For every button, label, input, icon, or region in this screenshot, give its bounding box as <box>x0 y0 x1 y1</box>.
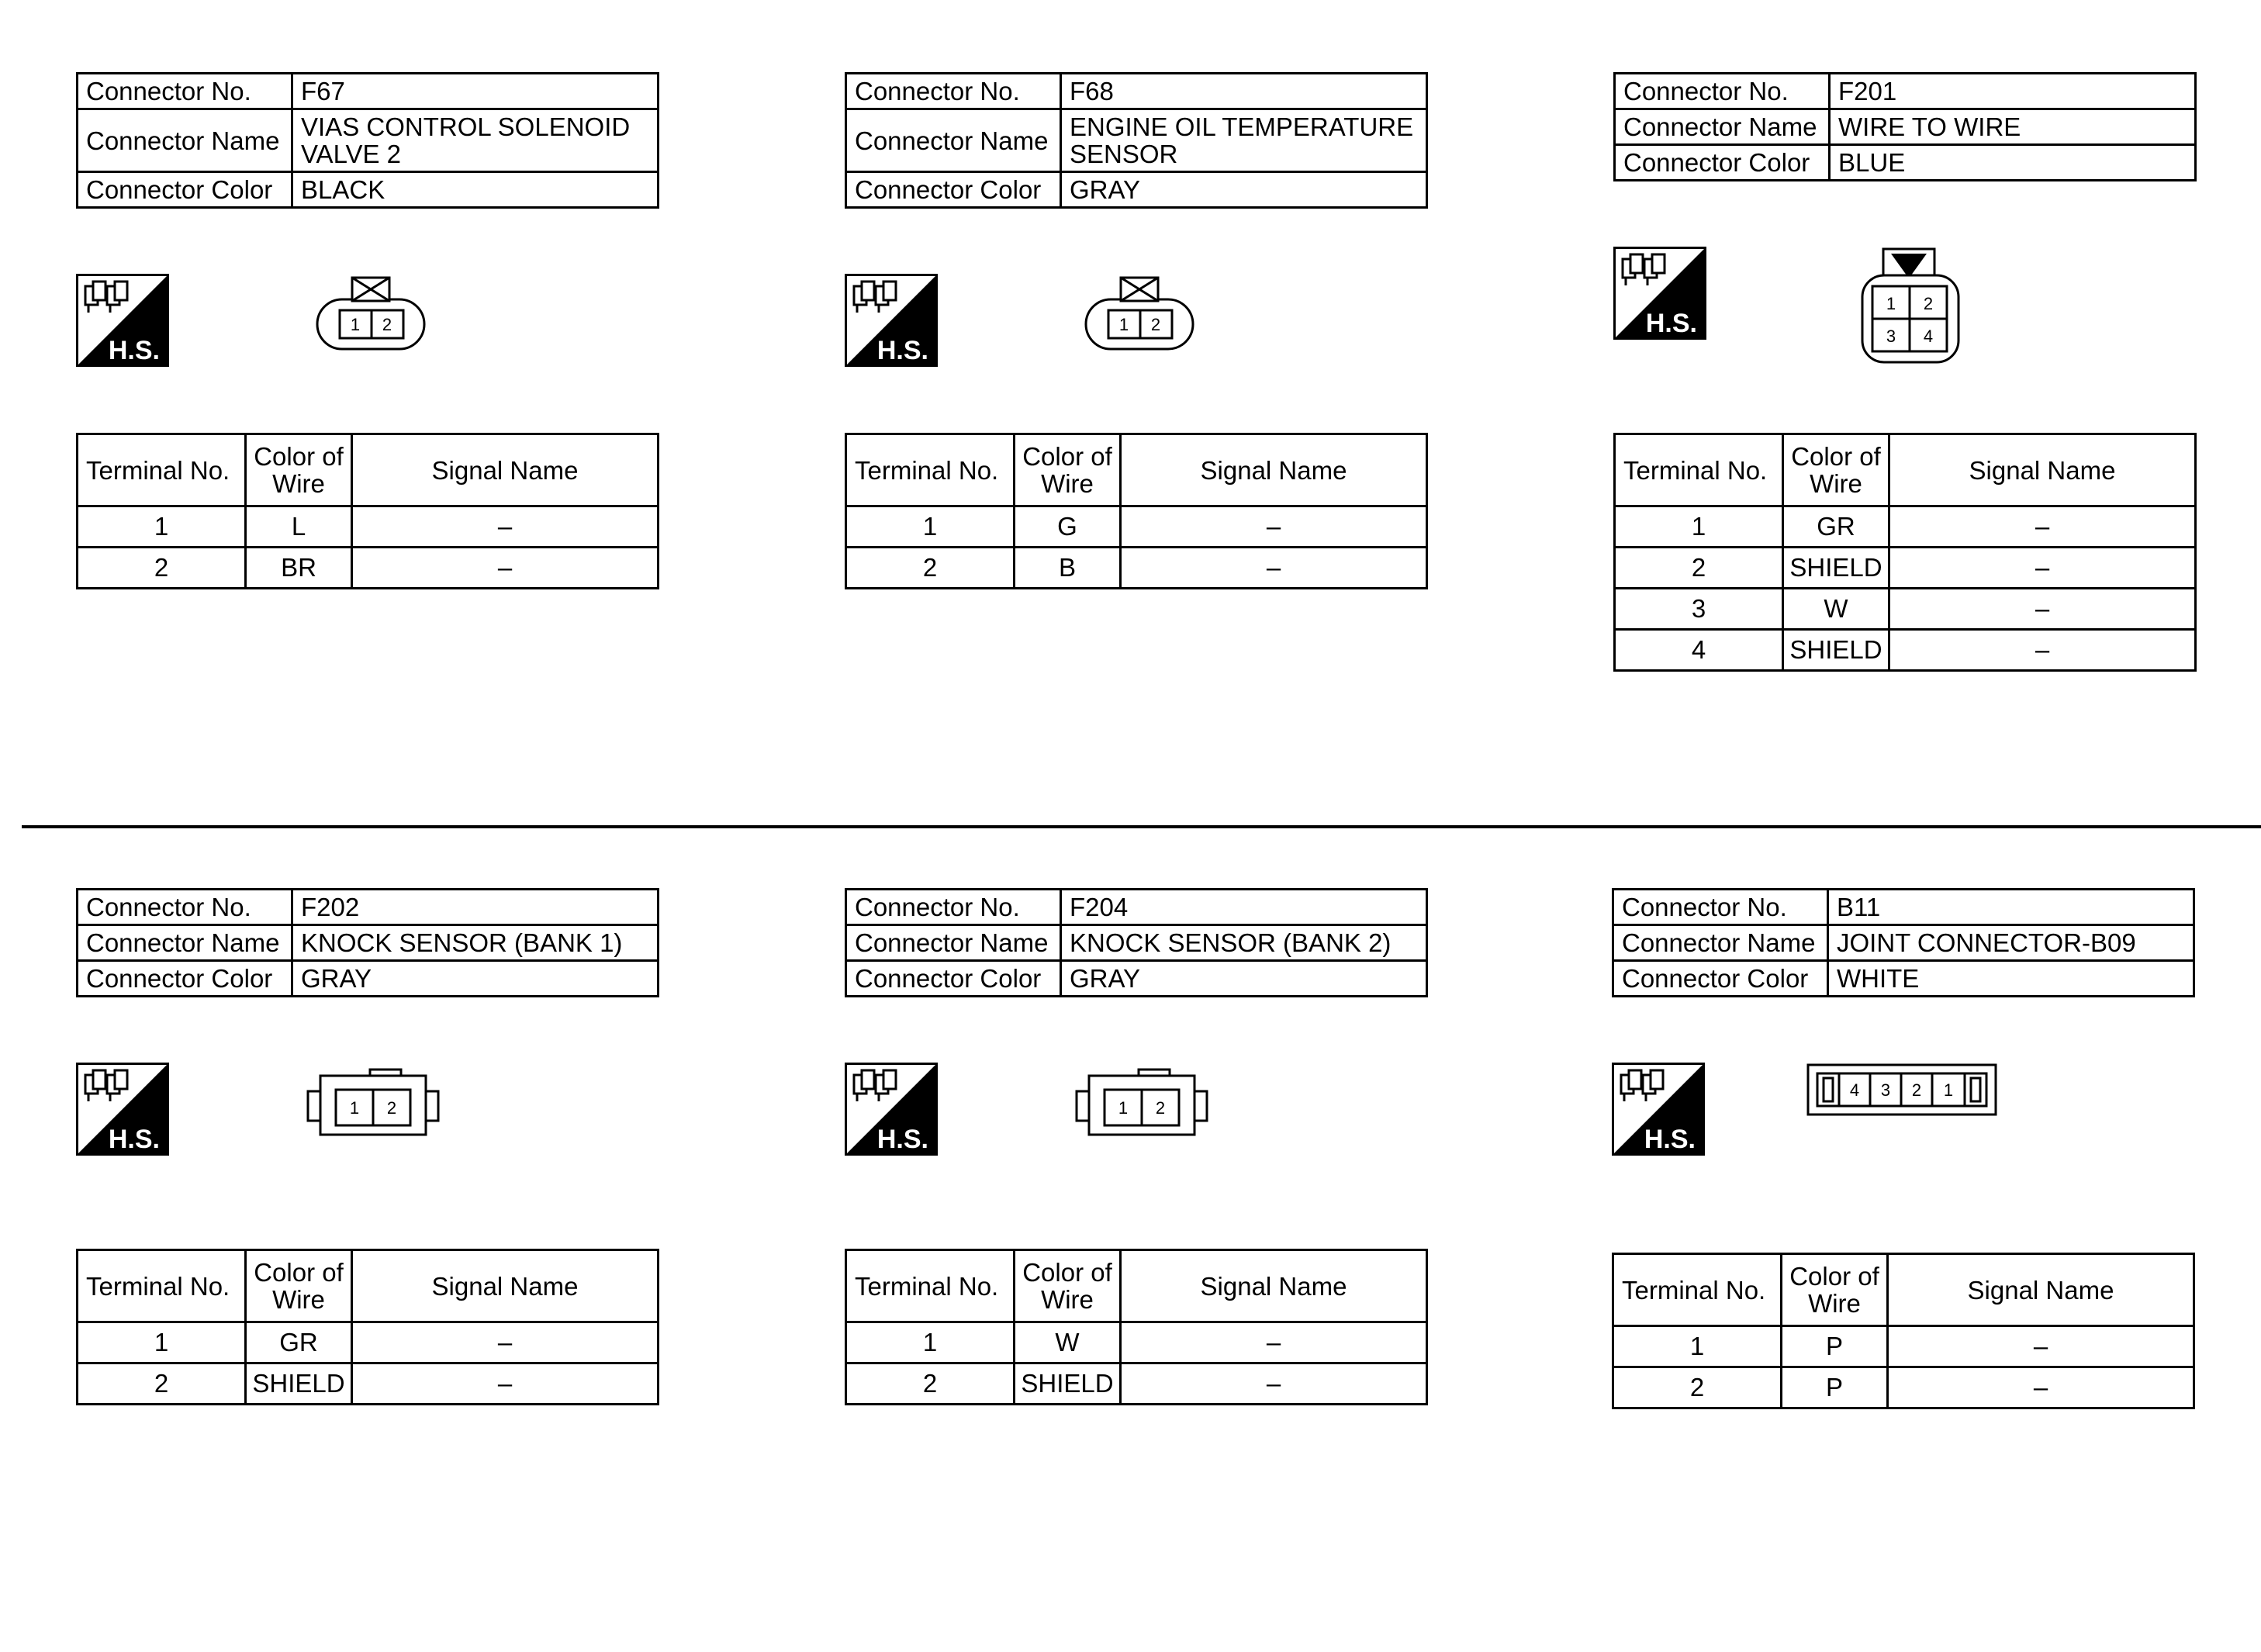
signal-name-cell: – <box>352 1363 659 1405</box>
connector-face-diagram <box>305 1066 441 1140</box>
connector-info-table <box>845 72 1428 209</box>
color-of-wire-header: Color of Wire <box>246 1250 352 1322</box>
terminal-table <box>845 433 1428 589</box>
connector-pin-label: 2 <box>1923 294 1934 313</box>
wire-color-cell: G <box>1015 506 1121 548</box>
terminal-no-cell: 2 <box>846 548 1015 589</box>
color-of-wire-header: Color of Wire <box>1782 1254 1888 1326</box>
terminal-no-cell: 2 <box>1613 1367 1782 1408</box>
harness-side-badge-icon <box>1612 1063 1705 1156</box>
connector-pin-label: 2 <box>1911 1080 1922 1100</box>
signal-name-cell: – <box>1888 1326 2194 1367</box>
terminal-no-cell: 1 <box>846 1322 1015 1363</box>
wire-color-cell: W <box>1015 1322 1121 1363</box>
color-of-wire-header: Color of Wire <box>246 434 352 506</box>
terminal-no-cell: 2 <box>846 1363 1015 1405</box>
terminal-no-cell: 2 <box>78 1363 246 1405</box>
terminal-no-cell: 1 <box>1615 506 1783 548</box>
wire-color-cell: BR <box>246 548 352 589</box>
color-of-wire-header: Color of Wire <box>1015 434 1121 506</box>
connector-pin-label: 3 <box>1880 1080 1891 1100</box>
table-row <box>78 1322 659 1363</box>
terminal-no-header: Terminal No. <box>1615 434 1783 506</box>
terminal-table <box>845 1249 1428 1405</box>
wire-color-cell: SHIELD <box>246 1363 352 1405</box>
terminal-no-header: Terminal No. <box>1613 1254 1782 1326</box>
terminal-no-cell: 2 <box>1615 548 1783 589</box>
terminal-no-header: Terminal No. <box>846 1250 1015 1322</box>
connector-block-f67 <box>76 72 666 739</box>
connector-no-label: Connector No. <box>846 890 1061 925</box>
terminal-table <box>76 1249 659 1405</box>
harness-side-badge-icon <box>1613 247 1706 340</box>
signal-name-cell: – <box>1121 1363 1427 1405</box>
connector-color-value: GRAY <box>1061 961 1427 997</box>
connector-no-value: F201 <box>1830 74 2196 109</box>
terminal-no-cell: 1 <box>78 506 246 548</box>
connector-no-label: Connector No. <box>78 74 292 109</box>
color-of-wire-header: Color of Wire <box>1783 434 1889 506</box>
connector-no-label: Connector No. <box>846 74 1061 109</box>
wire-color-cell: P <box>1782 1367 1888 1408</box>
connector-no-value: F204 <box>1061 890 1427 925</box>
terminal-table <box>76 433 659 589</box>
connector-name-label: Connector Name <box>1613 925 1828 961</box>
terminal-no-cell: 1 <box>846 506 1015 548</box>
wire-color-cell: SHIELD <box>1015 1363 1121 1405</box>
signal-name-cell: – <box>352 548 659 589</box>
hs-badge-label: H.S. <box>876 336 928 365</box>
connector-pin-label: 1 <box>1118 1098 1129 1118</box>
connector-info-table <box>1612 888 2195 997</box>
table-row <box>1615 589 2196 630</box>
signal-name-cell: – <box>352 1322 659 1363</box>
signal-name-header: Signal Name <box>1888 1254 2194 1326</box>
terminal-no-cell: 1 <box>78 1322 246 1363</box>
signal-name-cell: – <box>1889 548 2196 589</box>
connector-no-value: F202 <box>292 890 659 925</box>
signal-name-cell: – <box>1121 506 1427 548</box>
connector-block-f204 <box>845 888 1434 1555</box>
connector-color-value: GRAY <box>292 961 659 997</box>
hs-badge-label: H.S. <box>876 1125 928 1154</box>
connector-name-label: Connector Name <box>846 925 1061 961</box>
terminal-no-header: Terminal No. <box>846 434 1015 506</box>
table-row <box>846 1363 1427 1405</box>
signal-name-cell: – <box>1888 1367 2194 1408</box>
table-row <box>78 1363 659 1405</box>
connector-face-diagram <box>315 270 431 355</box>
connector-pin-label: 4 <box>1923 327 1934 346</box>
connector-no-value: F67 <box>292 74 659 109</box>
connector-name-label: Connector Name <box>1615 109 1830 145</box>
connector-color-label: Connector Color <box>78 961 292 997</box>
signal-name-header: Signal Name <box>352 1250 659 1322</box>
connector-info-table <box>1613 72 2197 181</box>
harness-side-badge-icon <box>76 1063 169 1156</box>
connector-info-table <box>845 888 1428 997</box>
connector-no-label: Connector No. <box>1615 74 1830 109</box>
connector-pin-label: 1 <box>1943 1080 1954 1100</box>
table-row <box>1615 630 2196 671</box>
signal-name-header: Signal Name <box>1889 434 2196 506</box>
terminal-no-cell: 3 <box>1615 589 1783 630</box>
connector-color-label: Connector Color <box>846 961 1061 997</box>
connector-name-value: KNOCK SENSOR (BANK 1) <box>292 925 659 961</box>
table-row <box>1615 548 2196 589</box>
connector-face-diagram <box>1806 1063 2000 1121</box>
connector-face-diagram <box>1084 270 1200 355</box>
connector-name-label: Connector Name <box>78 109 292 172</box>
connector-color-label: Connector Color <box>1613 961 1828 997</box>
table-row <box>846 1322 1427 1363</box>
terminal-no-header: Terminal No. <box>78 1250 246 1322</box>
table-row <box>846 506 1427 548</box>
signal-name-cell: – <box>1889 589 2196 630</box>
terminal-no-cell: 2 <box>78 548 246 589</box>
connector-name-value: KNOCK SENSOR (BANK 2) <box>1061 925 1427 961</box>
hs-badge-label: H.S. <box>108 1125 160 1154</box>
harness-side-badge-icon <box>845 274 938 367</box>
connector-color-value: WHITE <box>1828 961 2194 997</box>
connector-pin-label: 2 <box>386 1098 397 1118</box>
connector-face-diagram <box>1073 1066 1209 1140</box>
signal-name-cell: – <box>1889 630 2196 671</box>
terminal-table <box>1612 1253 2195 1409</box>
connector-name-label: Connector Name <box>78 925 292 961</box>
connector-no-value: B11 <box>1828 890 2194 925</box>
connector-pin-label: 1 <box>349 1098 360 1118</box>
connector-color-value: BLACK <box>292 172 659 208</box>
signal-name-cell: – <box>1889 506 2196 548</box>
connector-face-diagram <box>1860 244 1969 368</box>
connector-pin-label: 1 <box>1886 294 1896 313</box>
color-of-wire-header: Color of Wire <box>1015 1250 1121 1322</box>
connector-pin-label: 2 <box>382 315 392 334</box>
wire-color-cell: GR <box>246 1322 352 1363</box>
connector-block-b11 <box>1612 888 2201 1555</box>
section-divider <box>22 825 2261 828</box>
connector-no-label: Connector No. <box>1613 890 1828 925</box>
wire-color-cell: L <box>246 506 352 548</box>
connector-color-label: Connector Color <box>1615 145 1830 181</box>
connector-info-table <box>76 72 659 209</box>
connector-block-f202 <box>76 888 666 1555</box>
wire-color-cell: P <box>1782 1326 1888 1367</box>
connector-info-table <box>76 888 659 997</box>
connector-name-value: ENGINE OIL TEMPERATURE SENSOR <box>1061 109 1427 172</box>
wire-color-cell: SHIELD <box>1783 548 1889 589</box>
table-row <box>846 548 1427 589</box>
harness-side-badge-icon <box>76 274 169 367</box>
connector-block-f68 <box>845 72 1434 739</box>
table-row <box>78 506 659 548</box>
signal-name-cell: – <box>1121 548 1427 589</box>
signal-name-header: Signal Name <box>1121 434 1427 506</box>
wire-color-cell: GR <box>1783 506 1889 548</box>
signal-name-cell: – <box>352 506 659 548</box>
terminal-no-cell: 1 <box>1613 1326 1782 1367</box>
connector-name-value: JOINT CONNECTOR-B09 <box>1828 925 2194 961</box>
signal-name-header: Signal Name <box>1121 1250 1427 1322</box>
connector-block-f201 <box>1613 72 2203 739</box>
wire-color-cell: W <box>1783 589 1889 630</box>
wire-color-cell: B <box>1015 548 1121 589</box>
wire-color-cell: SHIELD <box>1783 630 1889 671</box>
table-row <box>1613 1326 2194 1367</box>
connector-pin-label: 3 <box>1886 327 1896 346</box>
harness-side-badge-icon <box>845 1063 938 1156</box>
connector-pin-label: 1 <box>350 315 361 334</box>
terminal-no-cell: 4 <box>1615 630 1783 671</box>
terminal-no-header: Terminal No. <box>78 434 246 506</box>
connector-color-label: Connector Color <box>846 172 1061 208</box>
hs-badge-label: H.S. <box>108 336 160 365</box>
connector-color-label: Connector Color <box>78 172 292 208</box>
table-row <box>1613 1367 2194 1408</box>
connector-color-value: GRAY <box>1061 172 1427 208</box>
connector-color-value: BLUE <box>1830 145 2196 181</box>
signal-name-cell: – <box>1121 1322 1427 1363</box>
connector-no-label: Connector No. <box>78 890 292 925</box>
table-row <box>78 548 659 589</box>
signal-name-header: Signal Name <box>352 434 659 506</box>
terminal-table <box>1613 433 2197 672</box>
table-row <box>1615 506 2196 548</box>
connector-name-label: Connector Name <box>846 109 1061 172</box>
connector-name-value: VIAS CONTROL SOLENOID VALVE 2 <box>292 109 659 172</box>
connector-pin-label: 4 <box>1849 1080 1860 1100</box>
connector-pin-label: 2 <box>1155 1098 1166 1118</box>
connector-no-value: F68 <box>1061 74 1427 109</box>
connector-pin-label: 2 <box>1150 315 1161 334</box>
connector-name-value: WIRE TO WIRE <box>1830 109 2196 145</box>
hs-badge-label: H.S. <box>1644 1125 1696 1154</box>
connector-pin-label: 1 <box>1118 315 1129 334</box>
hs-badge-label: H.S. <box>1645 309 1697 338</box>
